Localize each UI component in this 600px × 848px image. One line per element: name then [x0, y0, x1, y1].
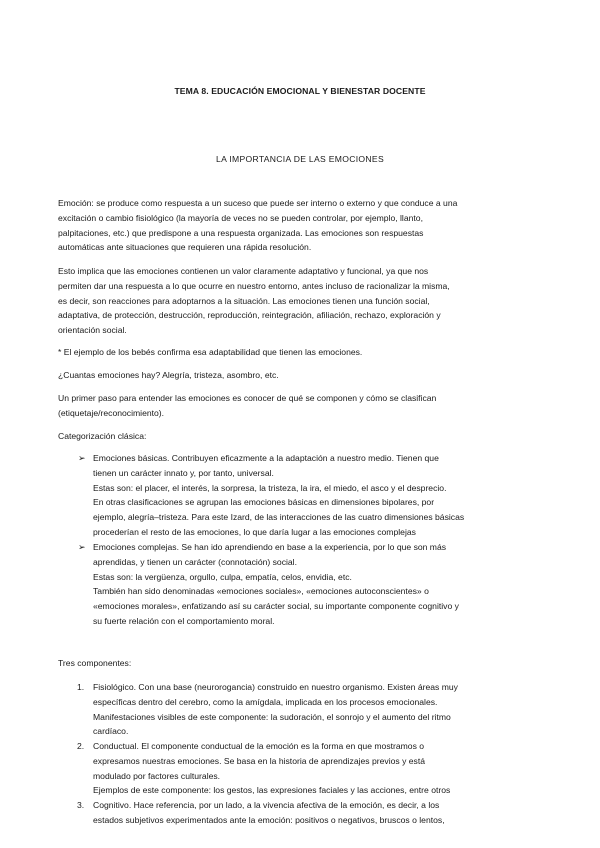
list-item-cognitivo [93, 798, 543, 828]
text-line: tienen un carácter innato y, por tanto, universal. [93, 467, 274, 478]
paragraph-bebes [58, 345, 538, 360]
text-line: modulado por factores culturales. [93, 770, 221, 781]
text-line: En otras clasificaciones se agrupan las emociones básicas en dimensiones bipolares, por [93, 497, 435, 508]
text-line: Categorización clásica: [58, 431, 147, 441]
text-line: es decir, son reacciones para adoptarnos a la situación. Las emociones tienen una función social, [58, 295, 430, 306]
text-line: ¿Cuantas emociones hay? Alegría, tristeza, asombro, etc. [58, 370, 279, 380]
text-line: específicas dentro del cerebro, como la amígdala, implicada en los procesos emocionales. [93, 696, 438, 707]
text-line: aprendidas, y tienen un carácter (connotación) social. [93, 556, 297, 567]
text-line: estados subjetivos experimentados ante la emoción: positivos o negativos, bruscos o lentos, [93, 814, 445, 825]
list-number: 3. [77, 800, 85, 810]
paragraph-emocion [58, 196, 538, 255]
text-line: Emociones básicas. Contribuyen eficazmente a la adaptación a nuestro medio. Tienen que [93, 453, 439, 463]
text-line: Cognitivo. Hace referencia, por un lado, a la vivencia afectiva de la emoción, es decir, a los [93, 800, 440, 810]
text-line: expresamos nuestras emociones. Se basa en la historia de aprendizajes previos y está [93, 755, 425, 766]
text-line: Ejemplos de este componente: los gestos, las expresiones faciales y las acciones, entre otros [93, 785, 451, 796]
list-item-emociones-basicas [93, 451, 543, 540]
text-line: adaptativa, de protección, destrucción, reproducción, reintegración, afiliación, rechazo, exploración y [58, 310, 441, 321]
paragraph-cuantas [58, 368, 538, 383]
text-line: * El ejemplo de los bebés confirma esa adaptabilidad que tienen las emociones. [58, 347, 363, 357]
text-line: Estas son: la vergüenza, orgullo, culpa, empatía, celos, envidia, etc. [93, 571, 352, 582]
text-line: «emociones morales», enfatizando así su carácter social, su importante componente cognitivo y [93, 601, 459, 612]
text-line: Estas son: el placer, el interés, la sorpresa, la tristeza, la ira, el miedo, el asco y el desprecio. [93, 482, 447, 493]
arrow-bullet-icon: ➢ [78, 453, 86, 463]
text-line: También han sido denominadas «emociones sociales», «emociones autoconscientes» o [93, 586, 429, 597]
text-line: excitación o cambio fisiológico (la mayoría de veces no se pueden controlar, por ejemplo, llanto, [58, 212, 423, 223]
arrow-bullet-icon: ➢ [78, 542, 86, 552]
section-title: LA IMPORTANCIA DE LAS EMOCIONES [215, 154, 384, 164]
text-line: (etiquetaje/reconocimiento). [58, 407, 165, 418]
list-item-conductual [93, 739, 543, 798]
paragraph-adaptativo [58, 264, 538, 338]
text-line: su fuerte relación con el comportamiento moral. [93, 615, 275, 626]
text-line: automáticas ante situaciones que requieren una rápida resolución. [58, 242, 312, 253]
list-item-emociones-complejas [93, 540, 543, 629]
text-line: Tres componentes: [58, 658, 132, 668]
text-line: Emoción: se produce como respuesta a un suceso que puede ser interno o externo y que conduce a una [58, 198, 458, 208]
text-line: orientación social. [58, 325, 127, 336]
text-line: Un primer paso para entender las emociones es conocer de qué se componen y cómo se clasifican [58, 393, 437, 403]
text-line: palpitaciones, etc.) que predispone a una respuesta organizada. Las emociones son respuestas [58, 227, 424, 238]
text-line: Conductual. El componente conductual de la emoción es la forma en que mostramos o [93, 741, 425, 751]
text-line: cardíaco. [93, 726, 129, 737]
text-line: procederían el resto de las emociones, lo que daría lugar a las emociones complejas [93, 526, 416, 537]
text-line: permiten dar una respuesta a lo que ocurre en nuestro entorno, antes incluso de racionalizar la misma, [58, 280, 450, 291]
paragraph-tres-componentes [58, 656, 538, 671]
paragraph-primer-paso [58, 391, 538, 421]
text-line: Fisiológico. Con una base (neurorogancia) construido en nuestro organismo. Existen áreas muy [93, 682, 458, 692]
page-title: TEMA 8. EDUCACIÓN EMOCIONAL Y BIENESTAR DOCENTE [174, 86, 426, 96]
list-number: 1. [77, 682, 85, 692]
text-line: Manifestaciones visibles de este componente: la sudoración, el sonrojo y el aumento del ritmo [93, 711, 451, 722]
text-line: Esto implica que las emociones contienen un valor claramente adaptativo y funcional, ya que nos [58, 266, 429, 276]
list-number: 2. [77, 741, 85, 751]
paragraph-categorizacion [58, 429, 538, 444]
text-line: Emociones complejas. Se han ido aprendiendo en base a la experiencia, por lo que son más [93, 542, 447, 552]
list-item-fisiologico [93, 680, 543, 739]
text-line: ejemplo, alegría–tristeza. Para este Izard, de las interacciones de las cuatro dimensiones básicas [93, 512, 465, 523]
